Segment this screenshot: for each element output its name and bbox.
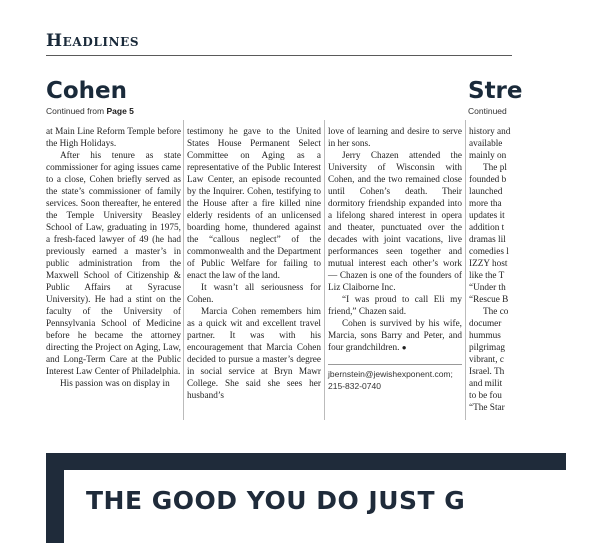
author-phone: 215-832-0740 xyxy=(328,381,381,391)
article-column-2 xyxy=(187,126,321,402)
cropped-text-line: The pl xyxy=(483,163,507,173)
end-of-story-mark: ● xyxy=(401,343,407,352)
cropped-text-line: The co xyxy=(483,307,509,317)
cropped-text-line: IZZY host xyxy=(469,259,508,269)
continued-prefix: Continued from xyxy=(46,106,107,116)
paragraph: It wasn’t all seriousness for Cohen. xyxy=(187,283,321,305)
story-title-cohen: Cohen xyxy=(46,78,128,104)
paragraph-final xyxy=(328,318,462,354)
cropped-text-line: vibrant, c xyxy=(469,355,504,365)
paragraph: “I was proud to call Eli my friend,” Chazen said. xyxy=(328,295,462,317)
paragraph-text: Cohen is survived by his wife, Marcia, sons Barry and Peter, and four grandchildren. xyxy=(328,319,462,353)
article-column-3 xyxy=(328,126,462,392)
cropped-text-line: pilgrimag xyxy=(469,343,505,353)
section-header: Headlines xyxy=(46,31,140,51)
cropped-text-line: comedies l xyxy=(469,247,509,257)
cropped-text-line: available xyxy=(469,139,503,149)
cropped-text-line: like the T xyxy=(469,271,505,281)
cropped-text-line: documer xyxy=(469,319,502,329)
cropped-text-line: addition t xyxy=(469,223,505,233)
article-column-4 xyxy=(469,126,609,414)
article-column-1 xyxy=(46,126,181,390)
paragraph: testimony he gave to the United States House Permanent Select Committee on Aging as a representative of the Public Interest Law Center, an episode recounted by the Inquirer. Cohen, testifying to the House after a fire killed nine elderly residents of an unlicensed boarding home, thundered against the “callous neglect” of the commonwealth and the Department of Public Welfare for failing to enact the law of the land. xyxy=(187,127,321,281)
paragraph: at Main Line Reform Temple before the High Holidays. xyxy=(46,127,181,149)
continued-from-line xyxy=(46,106,134,116)
cropped-text-line: more tha xyxy=(469,199,502,209)
cropped-text-line: history and xyxy=(469,127,511,137)
cropped-text-line: hummus xyxy=(469,331,501,341)
story-title-stre: Stre xyxy=(468,78,523,104)
paragraph: Jerry Chazen attended the University of Wisconsin with Cohen, and the two remained close until Cohen’s death. Their dormitory friendship expanded into a lifelong shared interest in opera and theater, punctuated over the decades with joint vacations, live performances seen together and mutual interest each other’s work — Chazen is one of the founders of Liz Claiborne Inc. xyxy=(328,151,462,293)
paragraph: love of learning and desire to serve in her sons. xyxy=(328,127,462,149)
cropped-text-line: founded b xyxy=(469,175,507,185)
continued-line-right: Continued xyxy=(468,106,507,116)
cropped-text-line: to be fou xyxy=(469,391,502,401)
contact-rule xyxy=(328,364,462,365)
header-rule xyxy=(46,55,512,56)
cropped-text-line: “The Star xyxy=(469,403,505,413)
advertisement-headline: THE GOOD YOU DO JUST G xyxy=(86,486,466,515)
column-divider xyxy=(465,120,466,420)
cropped-text-line: launched xyxy=(469,187,503,197)
continued-page: Page 5 xyxy=(106,106,134,116)
author-email: jbernstein@jewishexponent.com; xyxy=(328,369,453,379)
cropped-text-line: “Under th xyxy=(469,283,506,293)
paragraph: His passion was on display in xyxy=(60,379,170,389)
cropped-text-line: Israel. Th xyxy=(469,367,505,377)
column-divider xyxy=(324,120,325,420)
paragraph: After his tenure as state commissioner for aging issues came to a close, Cohen briefly served as the state’s commissioner of family services. Soon thereafter, he entered the Temple University Beasley School of Law, graduating in 1975, a fresh-faced lawyer of 49 (he had previously earned a master’s in public administration from the Maxwell School of Citizenship & Public Affairs at Syracuse University). He had a stint on the faculty of the University of Pennsylvania School of Medicine before he became the attorney directing the Project on Aging, Law, and Long-Term Care at the Public Interest Law Center of Philadelphia. xyxy=(46,151,181,377)
cropped-text-line: and milit xyxy=(469,379,503,389)
column-divider xyxy=(183,120,184,420)
cropped-text-line: mainly on xyxy=(469,151,507,161)
cropped-text-line: “Rescue B xyxy=(469,295,509,305)
cropped-text-line: dramas lil xyxy=(469,235,506,245)
cropped-text-line: updates it xyxy=(469,211,505,221)
paragraph: Marcia Cohen remembers him as a quick wit and excellent travel partner. It was with his encouragement that Marcia Cohen decided to pursue a master’s degree in social service at Bryn Mawr College. She said she sees her husband’s xyxy=(187,307,321,401)
